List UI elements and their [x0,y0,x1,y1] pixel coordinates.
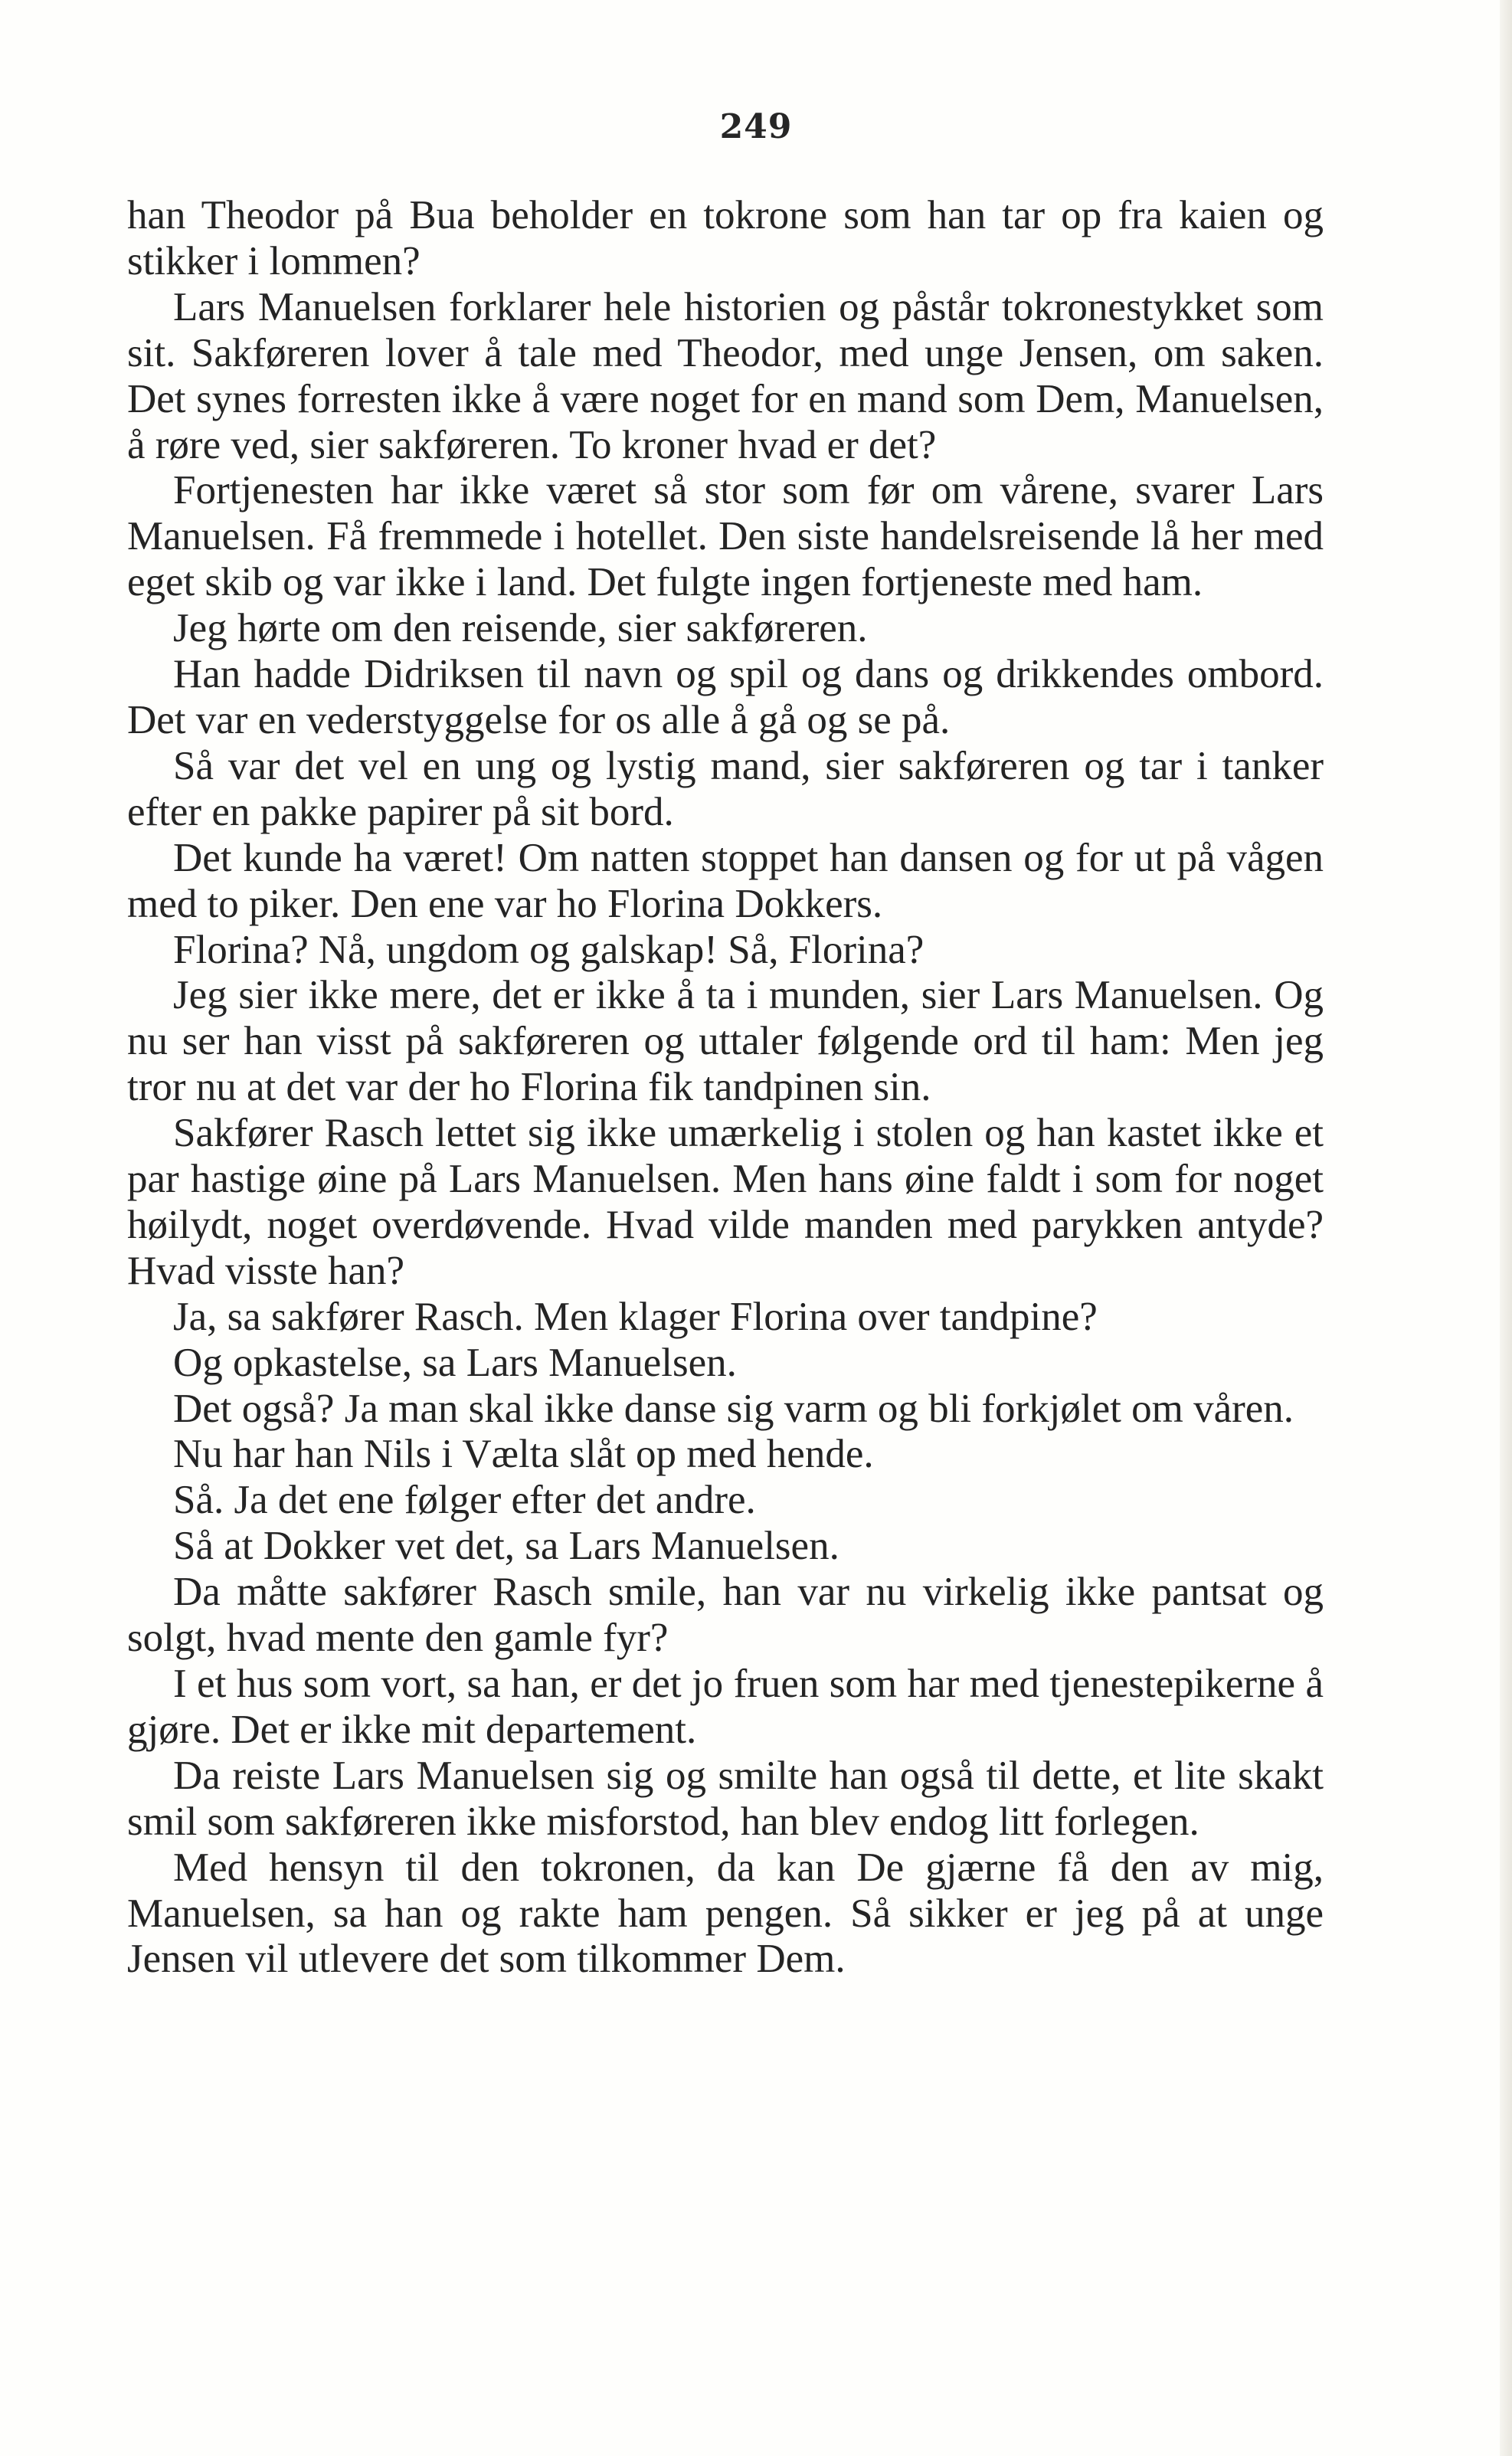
paragraph: Så. Ja det ene følger efter det andre. [173,1478,756,1523]
body-text [127,193,1324,1983]
paragraph: Ja, sa sakfører Rasch. Men klager Florina over tandpine? [173,1294,1098,1339]
paragraph: han Theodor på Bua beholder en tokrone som han tar op fra kaien og stikker i lommen? [127,193,1324,283]
page-number: 249 [719,107,793,146]
paragraph: Det også? Ja man skal ikke danse sig varm og bli forkjølet om våren. [173,1386,1294,1431]
paragraph: Så var det vel en ung og lystig mand, sier sakføreren og tar i tanker efter en pakke papirer på sit bord. [127,743,1324,834]
paragraph: Nu har han Nils i Vælta slåt op med hende. [173,1432,874,1477]
paragraph: Florina? Nå, ungdom og galskap! Så, Florina? [173,927,925,972]
paragraph: Da måtte sakfører Rasch smile, han var nu virkelig ikke pantsat og solgt, hvad mente den gamle fyr? [127,1570,1324,1661]
paragraph: Lars Manuelsen forklarer hele historien og påstår tokronestykket som sit. Sakføreren lover å tale med Theodor, med unge Jensen, om saken. Det synes forresten ikke å være noget for en mand som Dem, Manuelsen, å røre ved, sier sakføreren. To kroner hvad er det? [127,284,1324,467]
paragraph: Så at Dokker vet det, sa Lars Manuelsen. [173,1524,839,1569]
paragraph: Han hadde Didriksen til navn og spil og dans og drikkendes ombord. Det var en vederstyggelse for os alle å gå og se på. [127,652,1324,742]
paragraph: Med hensyn til den tokronen, da kan De gjærne få den av mig, Manuelsen, sa han og rakte ham pengen. Så sikker er jeg på at unge Jensen vil utlevere det som tilkommer Dem. [127,1845,1324,1982]
paragraph: I et hus som vort, sa han, er det jo fruen som har med tjenestepikerne å gjøre. Det er ikke mit departement. [127,1662,1324,1752]
paragraph: Og opkastelse, sa Lars Manuelsen. [173,1340,737,1385]
paragraph: Da reiste Lars Manuelsen sig og smilte han også til dette, et lite skakt smil som sakføreren ikke misforstod, han blev endog litt forlegen. [127,1753,1324,1844]
paragraph: Jeg sier ikke mere, det er ikke å ta i munden, sier Lars Manuelsen. Og nu ser han visst på sakføreren og uttaler følgende ord til ham: Men jeg tror nu at det var der ho Florina fik tandpinen sin. [127,973,1324,1110]
paragraph: Det kunde ha været! Om natten stoppet han dansen og for ut på vågen med to piker. Den ene var ho Florina Dokkers. [127,835,1324,926]
paragraph: Fortjenesten har ikke været så stor som før om vårene, svarer Lars Manuelsen. Få fremmede i hotellet. Den siste handelsreisende lå her med eget skib og var ikke i land. Det fulgte ingen fortjeneste med ham. [127,468,1324,605]
page-edge [1500,0,1512,2456]
paragraph: Jeg hørte om den reisende, sier sakføreren. [173,606,868,651]
paragraph: Sakfører Rasch lettet sig ikke umærkelig i stolen og han kastet ikke et par hastige øine på Lars Manuelsen. Men hans øine faldt i som for noget høilydt, noget overdøvende. Hvad vilde manden med parykken antyde? Hvad visste han? [127,1111,1324,1293]
